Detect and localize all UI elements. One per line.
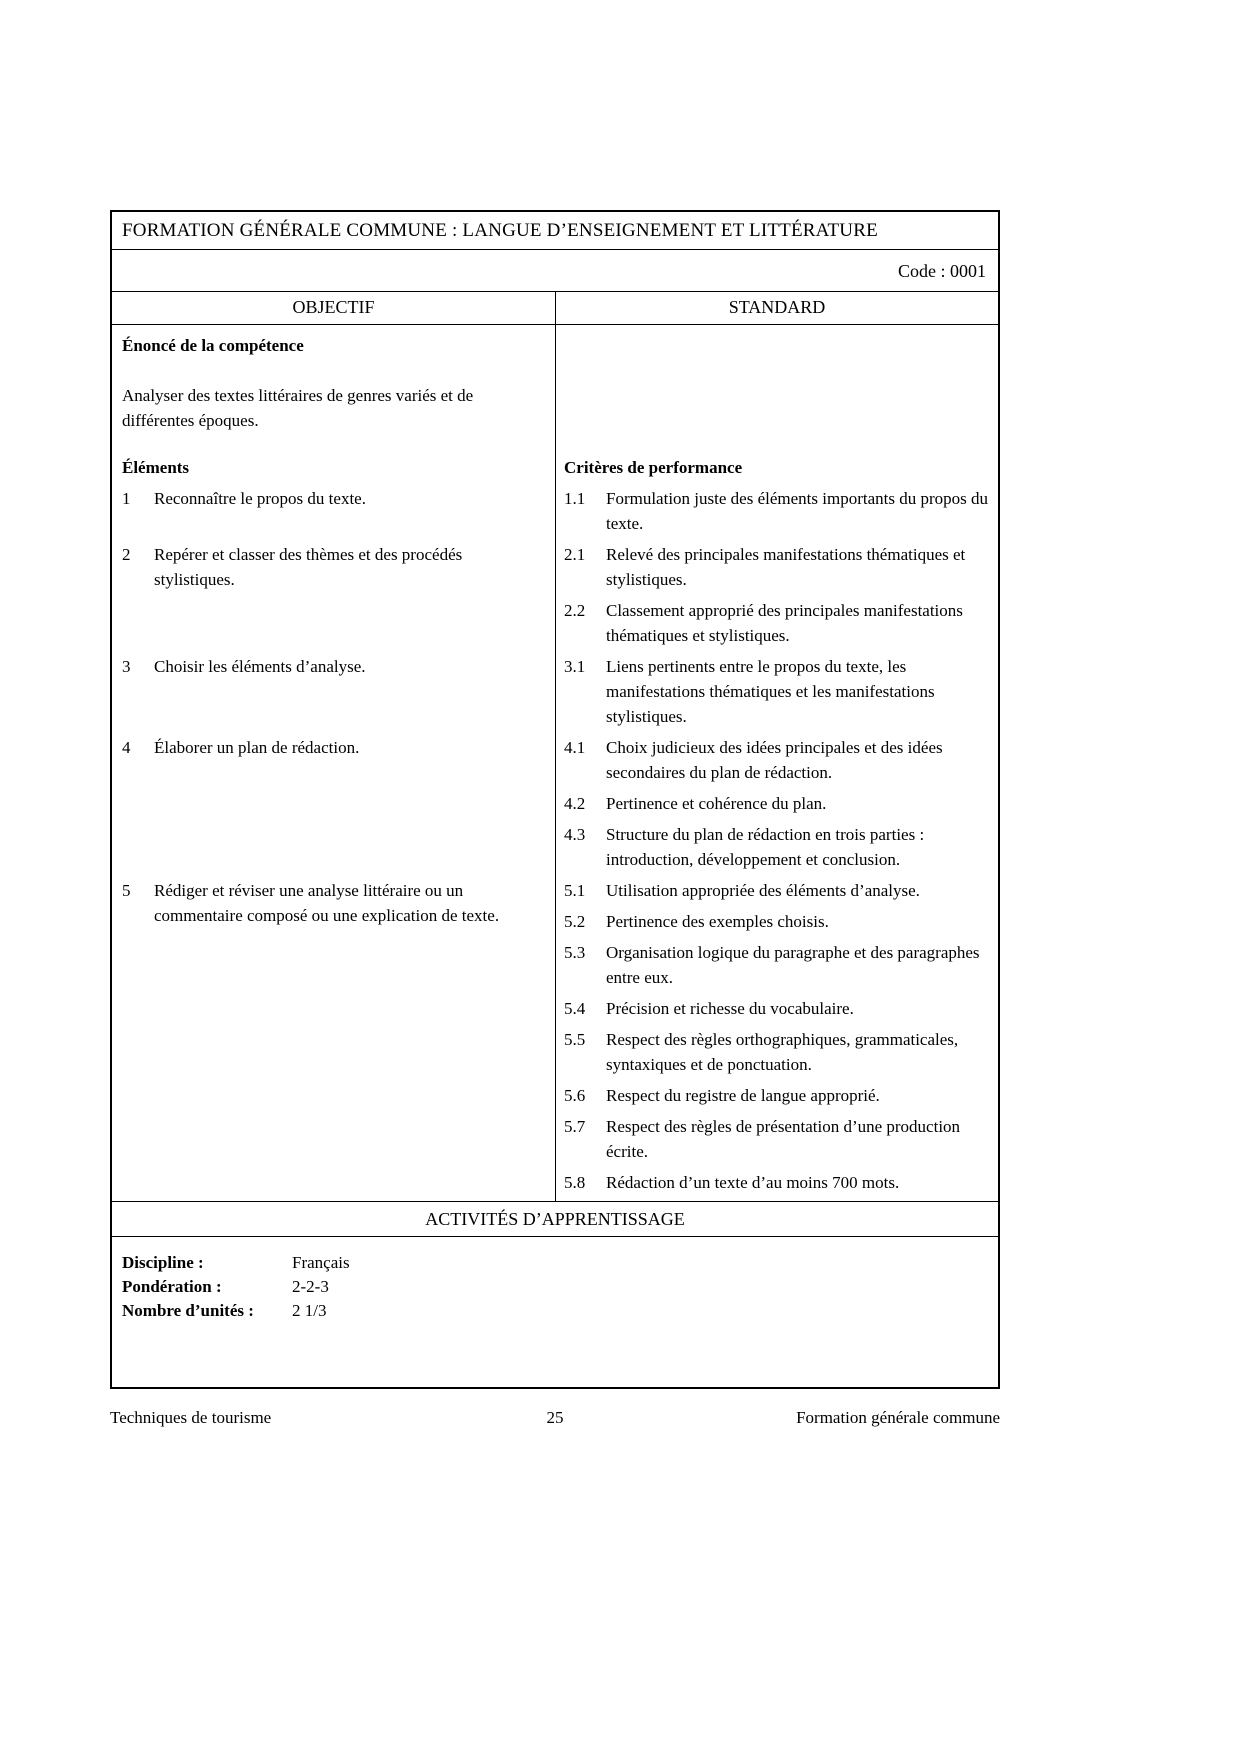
ponderation-value: 2-2-3 bbox=[292, 1277, 329, 1296]
criterion-item bbox=[564, 1027, 988, 1077]
criterion-text: Rédaction d’un texte d’au moins 700 mots. bbox=[606, 1173, 900, 1192]
element-text: Repérer et classer des thèmes et des procédés stylistiques. bbox=[154, 545, 463, 589]
standard-cell-5 bbox=[555, 878, 998, 1201]
ponderation-label: Pondération : bbox=[122, 1277, 222, 1296]
element-text: Reconnaître le propos du texte. bbox=[154, 489, 366, 508]
criterion-item bbox=[564, 822, 988, 872]
footer-page-number: 25 bbox=[546, 1408, 564, 1427]
element-text: Rédiger et réviser une analyse littéraire ou un commentaire composé ou une explication de texte. bbox=[154, 881, 500, 925]
code-label: Code : 0001 bbox=[898, 261, 986, 281]
course-info-section bbox=[112, 1237, 998, 1387]
activites-header: ACTIVITÉS D’APPRENTISSAGE bbox=[112, 1202, 998, 1237]
objectif-standard-body bbox=[112, 325, 998, 1202]
column-headers bbox=[112, 292, 998, 325]
objectif-cell-5 bbox=[112, 878, 555, 1201]
footer-section-name: Formation générale commune bbox=[796, 1408, 1001, 1427]
criterion-text: Liens pertinents entre le propos du texte, les manifestations thématiques et les manifestations stylistiques. bbox=[606, 657, 935, 726]
objectif-cell-3 bbox=[112, 654, 555, 735]
criterion-item bbox=[564, 598, 988, 648]
element-item bbox=[122, 735, 541, 760]
standard-cell-2 bbox=[555, 542, 998, 654]
unites-value: 2 1/3 bbox=[292, 1301, 327, 1320]
criterion-number: 5.3 bbox=[564, 943, 586, 962]
criterion-item bbox=[564, 996, 988, 1021]
enonce-title: Énoncé de la compétence bbox=[122, 336, 304, 355]
elements-title: Éléments bbox=[122, 458, 190, 477]
info-row-ponderation bbox=[122, 1275, 988, 1299]
elements-header-cell bbox=[112, 453, 555, 486]
enonce-section bbox=[112, 325, 555, 453]
criterion-item bbox=[564, 1170, 988, 1195]
element-item bbox=[122, 878, 541, 928]
criterion-number: 5.8 bbox=[564, 1173, 586, 1192]
criterion-text: Classement approprié des principales manifestations thématiques et stylistiques. bbox=[606, 601, 963, 645]
criterion-item bbox=[564, 654, 988, 729]
criterion-text: Pertinence des exemples choisis. bbox=[606, 912, 829, 931]
criterion-text: Organisation logique du paragraphe et des paragraphes entre eux. bbox=[606, 943, 980, 987]
element-item bbox=[122, 486, 541, 511]
page-footer bbox=[110, 1408, 1000, 1428]
unites-label: Nombre d’unités : bbox=[122, 1301, 254, 1320]
element-number: 5 bbox=[122, 881, 131, 900]
document-title: FORMATION GÉNÉRALE COMMUNE : LANGUE D’ENSEIGNEMENT ET LITTÉRATURE bbox=[112, 212, 998, 250]
criterion-item bbox=[564, 486, 988, 536]
column-header-standard: STANDARD bbox=[555, 292, 998, 324]
objectif-cell-4 bbox=[112, 735, 555, 878]
discipline-label: Discipline : bbox=[122, 1253, 204, 1272]
criterion-number: 1.1 bbox=[564, 489, 586, 508]
standard-cell-4 bbox=[555, 735, 998, 878]
element-number: 1 bbox=[122, 489, 131, 508]
criterion-number: 3.1 bbox=[564, 657, 586, 676]
criterion-number: 5.5 bbox=[564, 1030, 586, 1049]
criterion-number: 2.2 bbox=[564, 601, 586, 620]
criterion-item bbox=[564, 735, 988, 785]
discipline-value: Français bbox=[292, 1253, 350, 1272]
criterion-number: 4.3 bbox=[564, 825, 586, 844]
column-header-objectif: OBJECTIF bbox=[292, 297, 375, 317]
element-number: 4 bbox=[122, 738, 131, 757]
criterion-item bbox=[564, 791, 988, 816]
criterion-number: 5.1 bbox=[564, 881, 586, 900]
info-row-unites bbox=[122, 1299, 988, 1323]
code-row bbox=[112, 250, 998, 292]
criterion-text: Respect des règles de présentation d’une production écrite. bbox=[606, 1117, 961, 1161]
criterion-text: Respect des règles orthographiques, grammaticales, syntaxiques et de ponctuation. bbox=[606, 1030, 959, 1074]
criterion-number: 5.6 bbox=[564, 1086, 586, 1105]
criterion-item bbox=[564, 542, 988, 592]
element-item bbox=[122, 542, 541, 592]
criterion-item bbox=[564, 1083, 988, 1108]
criterion-item bbox=[564, 1114, 988, 1164]
standard-empty-cell bbox=[555, 325, 998, 453]
criterion-item bbox=[564, 909, 988, 934]
enonce-text: Analyser des textes littéraires de genres variés et de différentes époques. bbox=[122, 386, 474, 430]
criterion-text: Formulation juste des éléments importants du propos du texte. bbox=[606, 489, 988, 533]
criterion-text: Pertinence et cohérence du plan. bbox=[606, 794, 827, 813]
info-row-discipline bbox=[122, 1251, 988, 1275]
element-item bbox=[122, 654, 541, 679]
element-text: Élaborer un plan de rédaction. bbox=[154, 738, 360, 757]
criteres-header-cell bbox=[555, 453, 998, 486]
criterion-text: Choix judicieux des idées principales et des idées secondaires du plan de rédaction. bbox=[606, 738, 943, 782]
footer-program-name: Techniques de tourisme bbox=[110, 1408, 272, 1427]
criterion-number: 2.1 bbox=[564, 545, 586, 564]
criterion-text: Utilisation appropriée des éléments d’analyse. bbox=[606, 881, 920, 900]
criterion-text: Respect du registre de langue approprié. bbox=[606, 1086, 880, 1105]
objectif-cell-2 bbox=[112, 542, 555, 654]
program-table bbox=[110, 210, 1000, 1389]
criterion-number: 5.2 bbox=[564, 912, 586, 931]
element-number: 2 bbox=[122, 545, 131, 564]
element-text: Choisir les éléments d’analyse. bbox=[154, 657, 366, 676]
standard-cell-3 bbox=[555, 654, 998, 735]
criterion-item bbox=[564, 940, 988, 990]
criterion-text: Relevé des principales manifestations thématiques et stylistiques. bbox=[606, 545, 966, 589]
criterion-number: 5.7 bbox=[564, 1117, 586, 1136]
objectif-cell-1 bbox=[112, 486, 555, 542]
standard-cell-1 bbox=[555, 486, 998, 542]
criterion-text: Structure du plan de rédaction en trois parties : introduction, développement et conclusion. bbox=[606, 825, 925, 869]
criterion-item bbox=[564, 878, 988, 903]
criterion-text: Précision et richesse du vocabulaire. bbox=[606, 999, 854, 1018]
element-number: 3 bbox=[122, 657, 131, 676]
criterion-number: 5.4 bbox=[564, 999, 586, 1018]
criteres-title: Critères de performance bbox=[564, 458, 743, 477]
criterion-number: 4.1 bbox=[564, 738, 586, 757]
criterion-number: 4.2 bbox=[564, 794, 586, 813]
